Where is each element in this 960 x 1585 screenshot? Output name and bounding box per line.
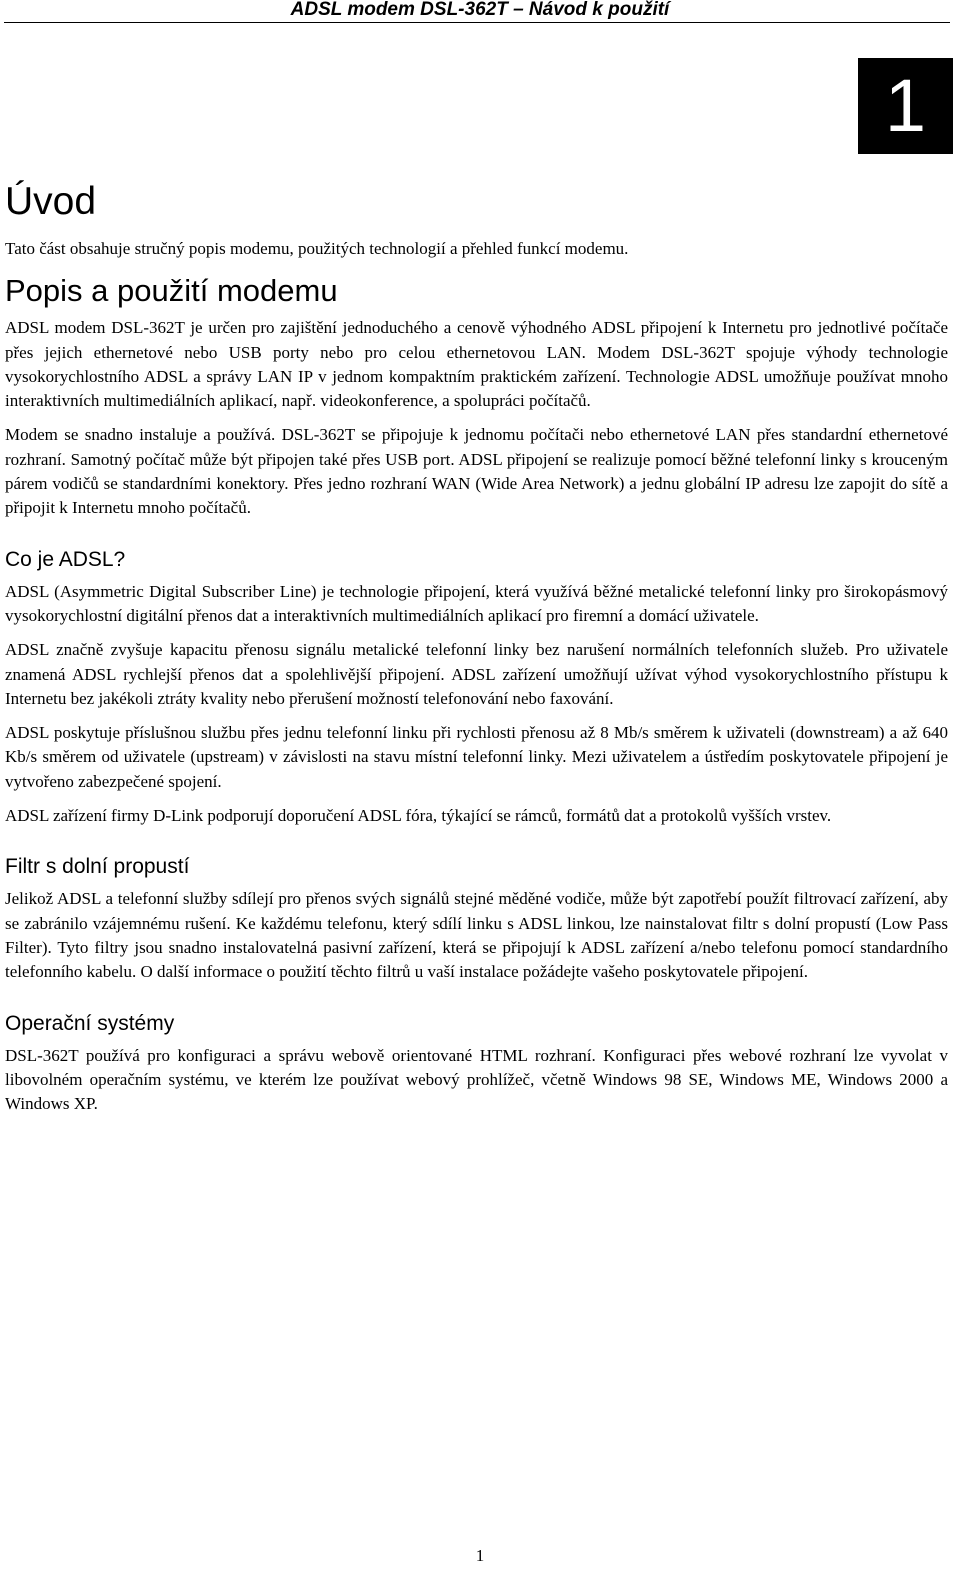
- paragraph: ADSL poskytuje příslušnou službu přes jednu telefonní linku při rychlosti přenosu až 8 Mb/s směrem k uživateli (downstream) a až 640 Kb/s směrem od uživatele (upstream) v závislosti na stavu místní telefonní linky. Mezi uživatelem a ústředím poskytovatele připojení je vytvořeno zabezpečené spojení.: [5, 723, 948, 791]
- chapter-title: Úvod: [5, 180, 97, 223]
- paragraph: ADSL značně zvyšuje kapacitu přenosu signálu metalické telefonní linky bez narušení normálních telefonních služeb. Pro uživatele znamená ADSL rychlejší přenos dat a spolehlivější připojení. ADSL zařízení umožňují užívat výhod vysokorychlostního přístupu k Internetu bez jakékoli ztráty kvality nebo přerušení možností telefonování nebo faxování.: [5, 640, 948, 708]
- paragraph: ADSL (Asymmetric Digital Subscriber Line) je technologie připojení, která využívá běžné metalické telefonní linky pro širokopásmový vysokorychlostní digitální přenos dat a interaktivních multimediálních aplikací pro firemní a domácí uživatele.: [5, 581, 948, 625]
- paragraph: Jelikož ADSL a telefonní služby sdílejí pro přenos svých signálů stejné měděné vodiče, může být zapotřebí použít filtrovací zařízení, aby se zabránilo vzájemnému rušení. Ke každému telefonu, který sdílí linku s ADSL linkou, lze nainstalovat filtr s dolní propustí (Low Pass Filter). Tyto filtry jsou snadno instalovatelná pasivní zařízení, která se připojují k ADSL zařízení a/nebo telefonu pomocí standardního telefonního kabelu. O další informace o použití těchto filtrů u vaší instalace požádejte vašeho poskytovatele připojení.: [5, 889, 948, 982]
- running-header-title: ADSL modem DSL-362T – Návod k použití: [290, 0, 670, 20]
- paragraph: DSL-362T používá pro konfiguraci a správu webově orientované HTML rozhraní. Konfiguraci přes webové rozhraní lze vyvolat v libovolném operačním systému, ve kterém lze používat webový prohlížeč, včetně Windows 98 SE, Windows ME, Windows 2000 a Windows XP.: [5, 1045, 948, 1114]
- section-heading-co-je-adsl: Co je ADSL?: [5, 547, 126, 571]
- chapter-intro: Tato část obsahuje stručný popis modemu, použitých technologií a přehled funkcí modemu.: [5, 239, 629, 258]
- chapter-number-badge: 1: [858, 58, 953, 154]
- page-number: 1: [475, 1546, 485, 1565]
- section-heading-operacni-systemy: Operační systémy: [5, 1011, 175, 1035]
- paragraph: Modem se snadno instaluje a používá. DSL-362T se připojuje k jednomu počítači nebo ethernetové LAN přes standardní ethernetové rozhraní. Samotný počítač může být připojen také přes USB port. ADSL připojení se realizuje pomocí běžné telefonní linky s krouceným párem vodičů se standardními konektory. Přes jedno rozhraní WAN (Wide Area Network) a jednu globální IP adresu lze zapojit do sítě a připojit k Internetu mnoho počítačů.: [5, 425, 948, 518]
- section-heading-popis: Popis a použití modemu: [5, 273, 338, 309]
- header-divider: [4, 22, 950, 23]
- paragraph: ADSL modem DSL-362T je určen pro zajištění jednoduchého a cenově výhodného ADSL připojení k Internetu pro jednotlivé počítače přes jejich ethernetové nebo USB porty nebo pro celou ethernetovou LAN. Modem DSL-362T spojuje výhody technologie vysokorychlostního ADSL a správy LAN IP v jednom kompaktním praktickém zařízení. Technologie ADSL umožňuje používat mnoho interaktivních multimediálních aplikací, např. videokonference, a spolupráci počítačů.: [5, 318, 948, 411]
- section-heading-filtr: Filtr s dolní propustí: [5, 855, 190, 879]
- paragraph: ADSL zařízení firmy D-Link podporují doporučení ADSL fóra, týkající se rámců, formátů dat a protokolů vyšších vrstev.: [5, 806, 832, 826]
- document-body: [5, 177, 948, 1126]
